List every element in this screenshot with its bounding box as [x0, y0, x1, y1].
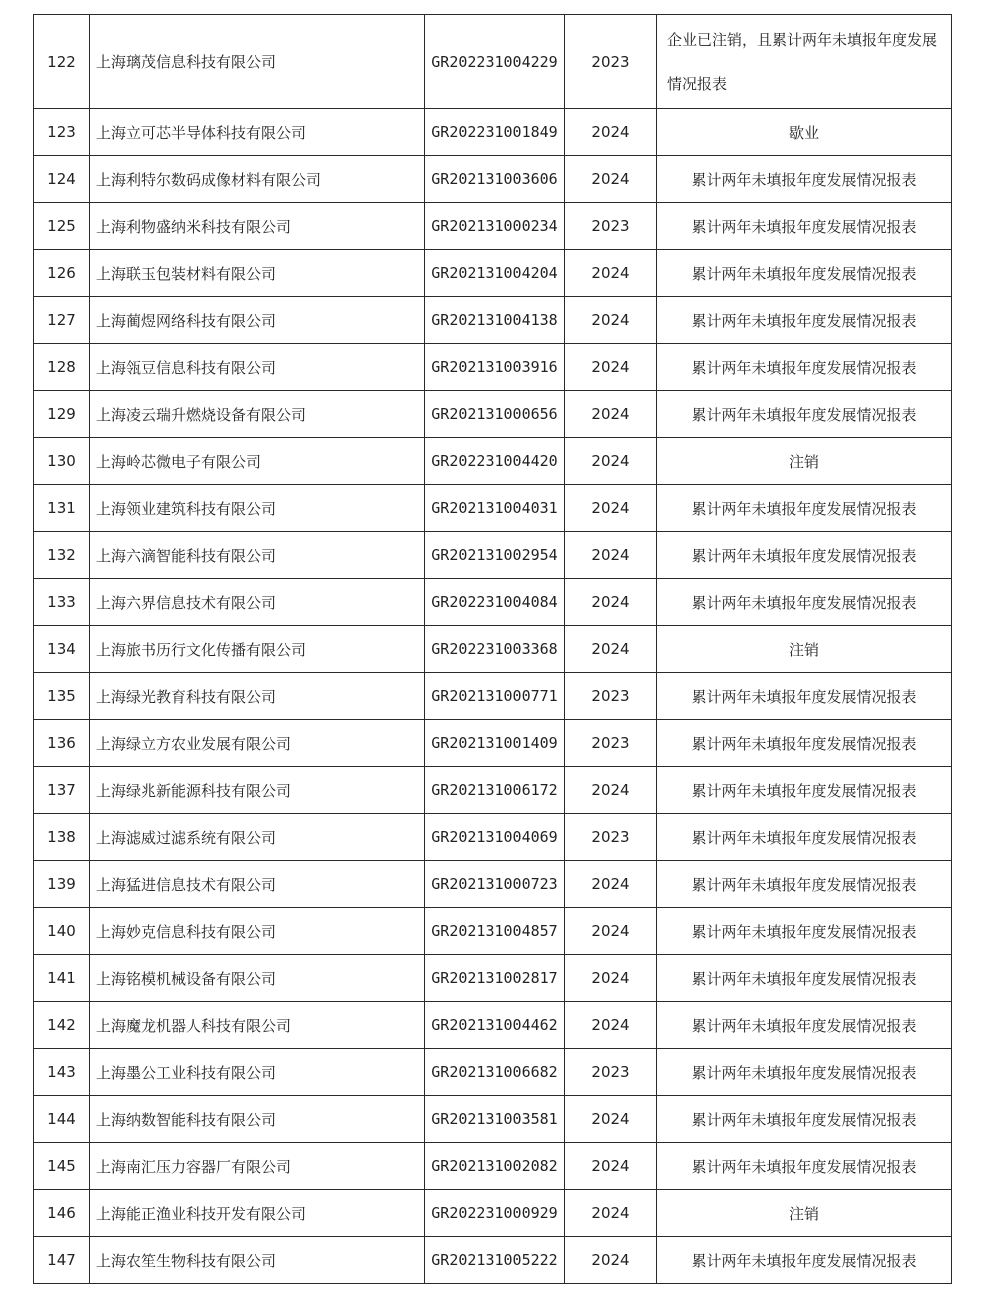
reason: 累计两年未填报年度发展情况报表 [657, 532, 952, 579]
row-number: 129 [34, 391, 90, 438]
company-name: 上海南汇压力容器厂有限公司 [90, 1143, 425, 1190]
company-name: 上海绿光教育科技有限公司 [90, 673, 425, 720]
year: 2024 [565, 579, 657, 626]
reason: 累计两年未填报年度发展情况报表 [657, 673, 952, 720]
table-row [34, 391, 952, 438]
reason: 累计两年未填报年度发展情况报表 [657, 1049, 952, 1096]
year: 2023 [565, 673, 657, 720]
certificate-code: GR202131002817 [425, 955, 565, 1002]
row-number: 127 [34, 297, 90, 344]
year: 2024 [565, 532, 657, 579]
reason: 注销 [657, 626, 952, 673]
row-number: 124 [34, 156, 90, 203]
reason: 累计两年未填报年度发展情况报表 [657, 861, 952, 908]
table-row [34, 15, 952, 109]
reason: 累计两年未填报年度发展情况报表 [657, 720, 952, 767]
row-number: 147 [34, 1237, 90, 1284]
reason: 累计两年未填报年度发展情况报表 [657, 908, 952, 955]
company-name: 上海联玉包装材料有限公司 [90, 250, 425, 297]
row-number: 139 [34, 861, 90, 908]
company-name: 上海农笙生物科技有限公司 [90, 1237, 425, 1284]
year: 2023 [565, 1049, 657, 1096]
company-name: 上海岭芯微电子有限公司 [90, 438, 425, 485]
year: 2024 [565, 626, 657, 673]
reason: 累计两年未填报年度发展情况报表 [657, 579, 952, 626]
table-row [34, 673, 952, 720]
company-name: 上海领业建筑科技有限公司 [90, 485, 425, 532]
row-number: 144 [34, 1096, 90, 1143]
reason: 累计两年未填报年度发展情况报表 [657, 203, 952, 250]
row-number: 123 [34, 109, 90, 156]
certificate-code: GR202131006172 [425, 767, 565, 814]
year: 2024 [565, 767, 657, 814]
year: 2023 [565, 720, 657, 767]
reason: 累计两年未填报年度发展情况报表 [657, 297, 952, 344]
company-name: 上海魔龙机器人科技有限公司 [90, 1002, 425, 1049]
year: 2024 [565, 156, 657, 203]
company-name: 上海纳数智能科技有限公司 [90, 1096, 425, 1143]
certificate-code: GR202131005222 [425, 1237, 565, 1284]
table-row [34, 1049, 952, 1096]
certificate-code: GR202131002954 [425, 532, 565, 579]
table-row [34, 109, 952, 156]
company-name: 上海旅书历行文化传播有限公司 [90, 626, 425, 673]
year: 2023 [565, 814, 657, 861]
row-number: 138 [34, 814, 90, 861]
reason: 累计两年未填报年度发展情况报表 [657, 156, 952, 203]
year: 2024 [565, 485, 657, 532]
row-number: 136 [34, 720, 90, 767]
table-row [34, 344, 952, 391]
year: 2024 [565, 908, 657, 955]
company-name: 上海利物盛纳米科技有限公司 [90, 203, 425, 250]
year: 2024 [565, 1143, 657, 1190]
year: 2024 [565, 1002, 657, 1049]
table-row [34, 1190, 952, 1237]
company-name: 上海妙克信息科技有限公司 [90, 908, 425, 955]
table-row [34, 485, 952, 532]
reason: 累计两年未填报年度发展情况报表 [657, 250, 952, 297]
certificate-code: GR202131000656 [425, 391, 565, 438]
enterprise-table [33, 14, 952, 1284]
certificate-code: GR202131004462 [425, 1002, 565, 1049]
table-row [34, 1143, 952, 1190]
enterprise-table-body [34, 15, 952, 1284]
reason: 歇业 [657, 109, 952, 156]
row-number: 141 [34, 955, 90, 1002]
certificate-code: GR202131002082 [425, 1143, 565, 1190]
year: 2024 [565, 438, 657, 485]
reason: 累计两年未填报年度发展情况报表 [657, 1096, 952, 1143]
company-name: 上海猛进信息技术有限公司 [90, 861, 425, 908]
row-number: 140 [34, 908, 90, 955]
row-number: 122 [34, 15, 90, 109]
table-row [34, 1096, 952, 1143]
reason: 累计两年未填报年度发展情况报表 [657, 1143, 952, 1190]
row-number: 126 [34, 250, 90, 297]
certificate-code: GR202131000771 [425, 673, 565, 720]
certificate-code: GR202231004084 [425, 579, 565, 626]
year: 2023 [565, 15, 657, 109]
company-name: 上海铭模机械设备有限公司 [90, 955, 425, 1002]
year: 2024 [565, 109, 657, 156]
row-number: 145 [34, 1143, 90, 1190]
table-row [34, 532, 952, 579]
certificate-code: GR202231004420 [425, 438, 565, 485]
table-row [34, 203, 952, 250]
certificate-code: GR202231000929 [425, 1190, 565, 1237]
table-row [34, 250, 952, 297]
reason: 累计两年未填报年度发展情况报表 [657, 1237, 952, 1284]
certificate-code: GR202131003581 [425, 1096, 565, 1143]
company-name: 上海六界信息技术有限公司 [90, 579, 425, 626]
certificate-code: GR202131004857 [425, 908, 565, 955]
certificate-code: GR202131004204 [425, 250, 565, 297]
reason: 累计两年未填报年度发展情况报表 [657, 814, 952, 861]
year: 2023 [565, 203, 657, 250]
company-name: 上海立可芯半导体科技有限公司 [90, 109, 425, 156]
year: 2024 [565, 391, 657, 438]
table-row [34, 767, 952, 814]
year: 2024 [565, 861, 657, 908]
certificate-code: GR202131003916 [425, 344, 565, 391]
table-row [34, 1237, 952, 1284]
certificate-code: GR202131003606 [425, 156, 565, 203]
table-row [34, 861, 952, 908]
year: 2024 [565, 344, 657, 391]
year: 2024 [565, 297, 657, 344]
company-name: 上海瓴豆信息科技有限公司 [90, 344, 425, 391]
row-number: 143 [34, 1049, 90, 1096]
certificate-code: GR202131001409 [425, 720, 565, 767]
reason: 累计两年未填报年度发展情况报表 [657, 391, 952, 438]
table-row [34, 814, 952, 861]
row-number: 130 [34, 438, 90, 485]
certificate-code: GR202131006682 [425, 1049, 565, 1096]
certificate-code: GR202131000723 [425, 861, 565, 908]
company-name: 上海滤威过滤系统有限公司 [90, 814, 425, 861]
reason: 累计两年未填报年度发展情况报表 [657, 485, 952, 532]
reason: 累计两年未填报年度发展情况报表 [657, 955, 952, 1002]
company-name: 上海能正渔业科技开发有限公司 [90, 1190, 425, 1237]
company-name: 上海墨公工业科技有限公司 [90, 1049, 425, 1096]
company-name: 上海璃茂信息科技有限公司 [90, 15, 425, 109]
certificate-code: GR202231001849 [425, 109, 565, 156]
row-number: 135 [34, 673, 90, 720]
reason: 注销 [657, 1190, 952, 1237]
certificate-code: GR202231004229 [425, 15, 565, 109]
row-number: 142 [34, 1002, 90, 1049]
reason: 累计两年未填报年度发展情况报表 [657, 767, 952, 814]
year: 2024 [565, 1237, 657, 1284]
year: 2024 [565, 1190, 657, 1237]
row-number: 132 [34, 532, 90, 579]
table-row [34, 297, 952, 344]
company-name: 上海绿兆新能源科技有限公司 [90, 767, 425, 814]
year: 2024 [565, 955, 657, 1002]
row-number: 128 [34, 344, 90, 391]
certificate-code: GR202131004138 [425, 297, 565, 344]
table-row [34, 626, 952, 673]
year: 2024 [565, 1096, 657, 1143]
certificate-code: GR202231003368 [425, 626, 565, 673]
row-number: 134 [34, 626, 90, 673]
company-name: 上海六滴智能科技有限公司 [90, 532, 425, 579]
row-number: 137 [34, 767, 90, 814]
row-number: 133 [34, 579, 90, 626]
table-row [34, 908, 952, 955]
table-row [34, 156, 952, 203]
reason: 注销 [657, 438, 952, 485]
table-row [34, 955, 952, 1002]
table-row [34, 1002, 952, 1049]
table-row [34, 438, 952, 485]
table-row [34, 720, 952, 767]
company-name: 上海利特尔数码成像材料有限公司 [90, 156, 425, 203]
row-number: 146 [34, 1190, 90, 1237]
certificate-code: GR202131000234 [425, 203, 565, 250]
reason: 累计两年未填报年度发展情况报表 [657, 344, 952, 391]
company-name: 上海蔺煜网络科技有限公司 [90, 297, 425, 344]
reason: 企业已注销，且累计两年未填报年度发展情况报表 [657, 15, 952, 109]
company-name: 上海绿立方农业发展有限公司 [90, 720, 425, 767]
row-number: 125 [34, 203, 90, 250]
reason: 累计两年未填报年度发展情况报表 [657, 1002, 952, 1049]
certificate-code: GR202131004069 [425, 814, 565, 861]
year: 2024 [565, 250, 657, 297]
company-name: 上海凌云瑞升燃烧设备有限公司 [90, 391, 425, 438]
certificate-code: GR202131004031 [425, 485, 565, 532]
row-number: 131 [34, 485, 90, 532]
table-row [34, 579, 952, 626]
